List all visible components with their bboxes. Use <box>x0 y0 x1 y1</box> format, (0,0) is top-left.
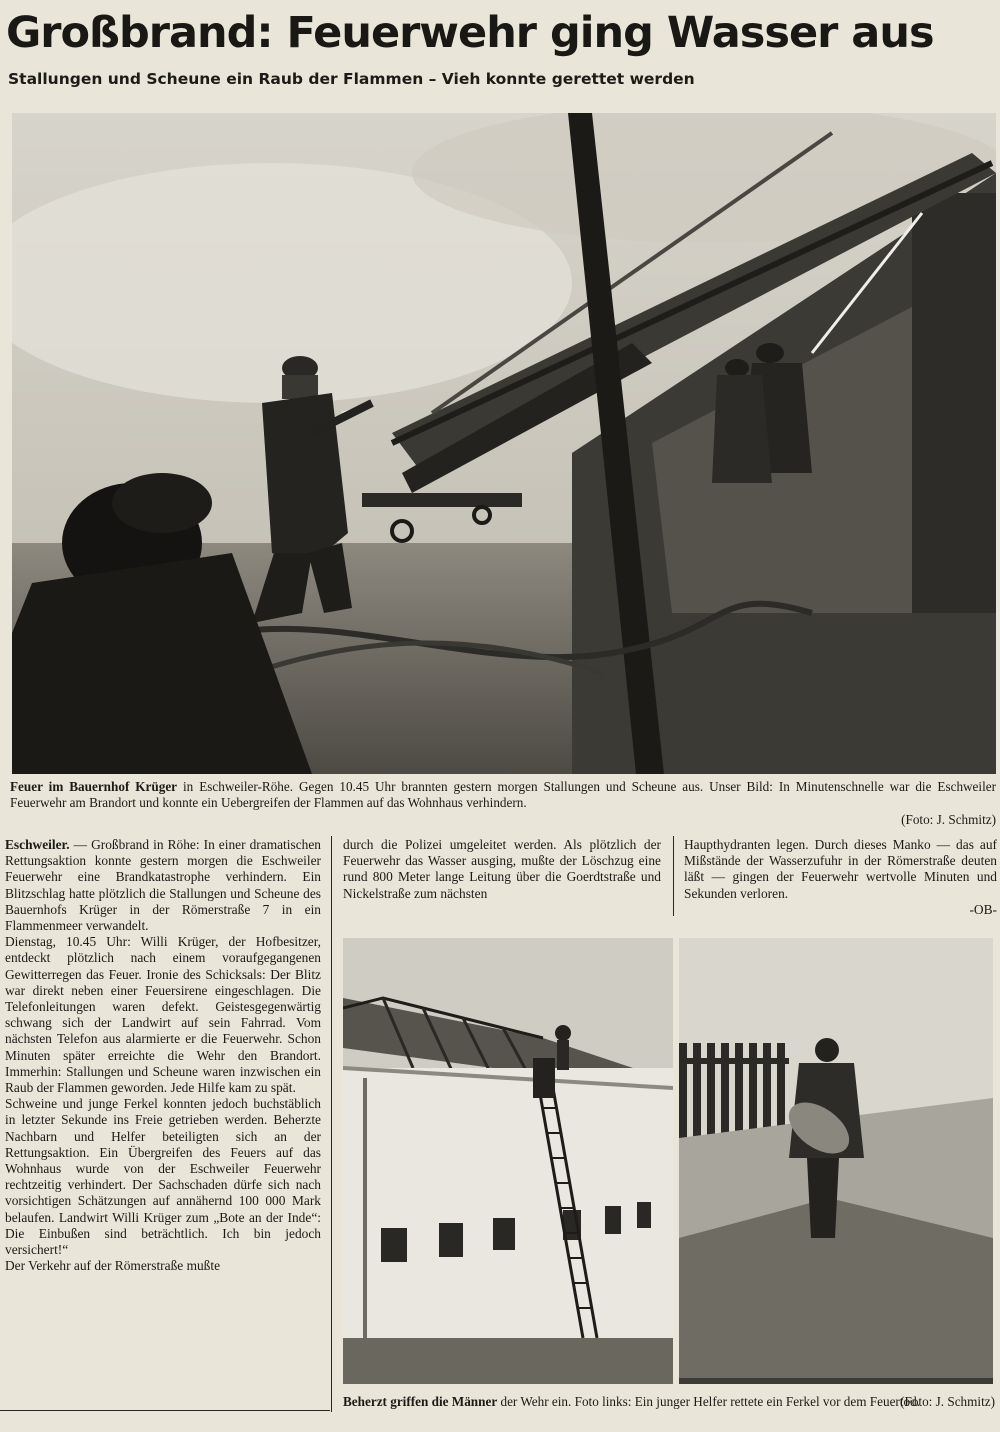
paragraph-3: Schweine und junge Ferkel konnten jedoch buchstäblich in letzter Sekunde ins Freie getrieben werden. Beherzte Nachbarn und Helfer beteiligten sich an der Rettungsaktion. Ein Übergreifen des Feuers auf das Wohnhaus wurde von der Eschweiler Feuerwehr rechtzeitig verhindert. Der Sachschaden dürfe sich nach vorsichtigen Schätzungen auf annähernd 100 000 Mark belaufen. Landwirt Willi Krüger zum „Bote an der Inde“: Die Einbußen sind beträchtlich. Ich bin jedoch versichert!“ <box>5 1096 321 1258</box>
bottom-photos-caption <box>343 1394 995 1410</box>
column-end-rule <box>0 1410 330 1411</box>
caption-text: in Eschweiler-Röhe. Gegen 10.45 Uhr brannten gestern morgen Stallungen und Scheune aus. Unser Bild: In Minutenschnelle war die Eschweiler Feuerwehr am Brandort und konnte ein Uebergreifen der Flammen auf das Wohnhaus verhindern. <box>10 779 996 811</box>
headline: Großbrand: Feuerwehr ging Wasser aus <box>6 8 934 58</box>
main-photo-caption <box>10 779 996 828</box>
article-column-3 <box>684 837 997 918</box>
column-rule <box>331 836 332 1412</box>
paragraph-6: Haupthydranten legen. Durch dieses Manko — das auf Mißstände der Wasserzufuhr in der Römerstraße deuten läßt — gingen der Feuerwehr wertvolle Minuten und Sekunden verloren. <box>684 837 997 901</box>
article-column-1 <box>5 837 321 1274</box>
photo-credit-2: (Foto: J. Schmitz) <box>900 1394 995 1409</box>
photo-credit: (Foto: J. Schmitz) <box>901 811 996 827</box>
paragraph-1: — Großbrand in Röhe: In einer dramatischen Rettungsaktion konnte gestern morgen die Eschweiler Feuerwehr eine Brandkatastrophe verhindern. Ein Blitzschlag hatte plötzlich die Stallungen und Scheune des Bauernhofs Krüger in der Römerstraße 7 in ein Flammenmeer verwandelt. <box>5 837 321 934</box>
paragraph-5: durch die Polizei umgeleitet werden. Als plötzlich der Feuerwehr das Wasser ausging, mußte der Löschzug eine rund 800 Meter lange Leitung über die Goerdtstraße und Nickelstraße zum nächsten <box>343 837 661 901</box>
author-signature: -OB- <box>969 901 997 917</box>
caption2-lead: Beherzt griffen die Männer <box>343 1394 498 1409</box>
paragraph-4: Der Verkehr auf der Römerstraße mußte <box>5 1258 221 1274</box>
photo-building-ladder <box>343 938 673 1384</box>
dateline: Eschweiler. <box>5 837 70 852</box>
column-rule <box>673 836 674 916</box>
article-column-2 <box>343 837 661 902</box>
paragraph-2: Dienstag, 10.45 Uhr: Willi Krüger, der Hofbesitzer, entdeckt plötzlich nach einem voraufgegangenen Gewitterregen das Feuer. Ironie des Schicksals: Der Blitz war direkt neben einer Feuersirene eingeschlagen. Die Telefonleitungen waren defekt. Geistesgegenwärtig schwang sich der Landwirt auf sein Fahrrad. Vom nächsten Telefon aus alarmierte er die Feuerwehr. Schon Minuten später erreichte die Wehr den Brandort. Immerhin: Stallungen und Scheune waren inzwischen ein Raub der Flammen geworden. Jede Hilfe kam zu spät. <box>5 934 321 1096</box>
caption-lead: Feuer im Bauernhof Krüger <box>10 779 178 794</box>
caption2-text: der Wehr ein. Foto links: Ein junger Helfer rettete ein Ferkel vor dem Feuertod. <box>497 1394 920 1409</box>
subheadline: Stallungen und Scheune ein Raub der Flammen – Vieh konnte gerettet werden <box>8 70 695 88</box>
photo-helper-piglet <box>679 938 993 1384</box>
main-photo-firefighters <box>12 113 996 774</box>
